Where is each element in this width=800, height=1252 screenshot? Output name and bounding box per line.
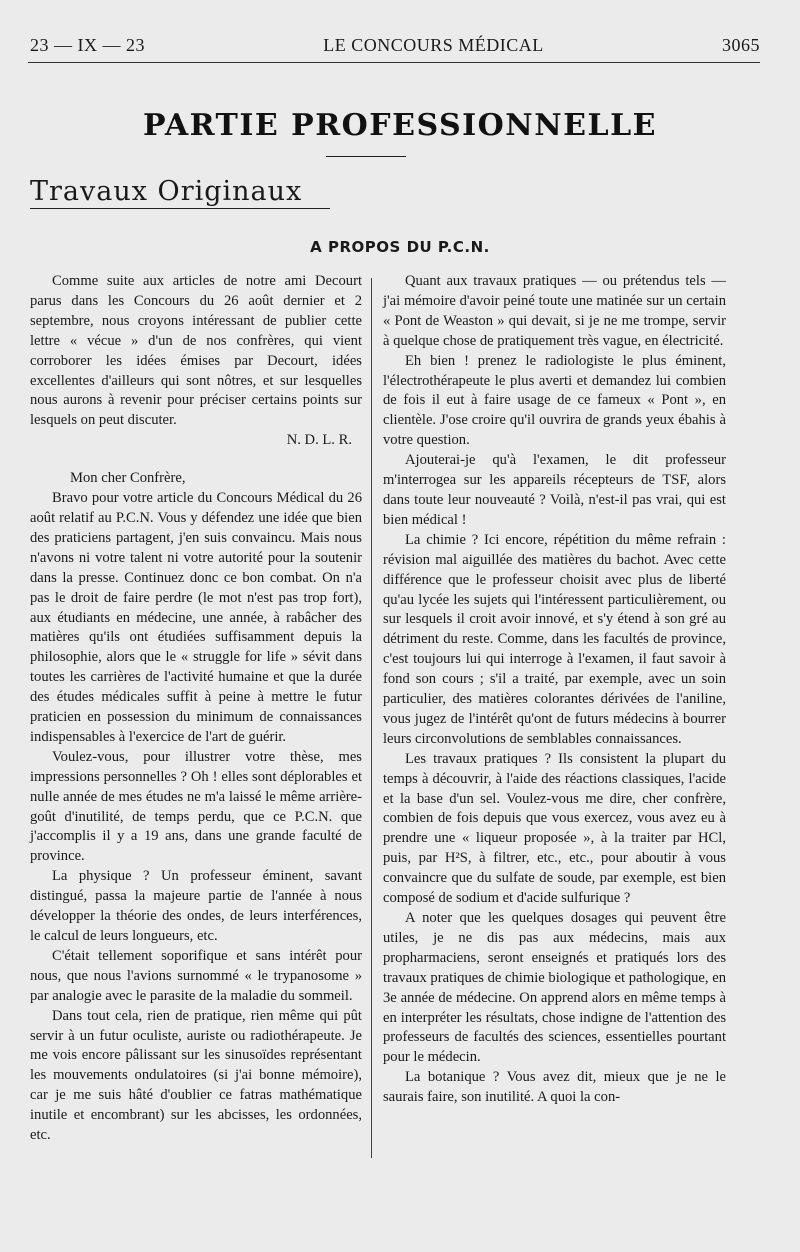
paragraph: Dans tout cela, rien de pratique, rien même qui pût servir à un futur oculiste, auriste ou radiothérapeute. Je me vois encore pâlissant sur les sinusoïdes représentant les mouvements ondulatoires (si j'ai bonne mémoire), car je me suis hâté d'oublier ce fatras mathématique inutile et encombrant) sur les abcisses, les ordonnées, etc.: [30, 1007, 362, 1144]
editor-signature: N. D. L. R.: [286, 432, 352, 449]
paragraph: Bravo pour votre article du Concours Médical du 26 août relatif au P.C.N. Vous y défendez une idée que bien des praticiens partagent, j'en suis convaincu. Mais nous n'avons ni votre talent ni votre autorité pour la soutenir dans la presse. Continuez donc ce bon combat. On n'a pas le droit de faire perdre (le mot n'est pas trop fort), aux étudiants en médecine, une année, à rabâcher des matières qu'ils ont étudiées suffisamment depuis la philosophie, alors que le « struggle for life » sévit dans toutes les carrières de l'activité humaine et que la durée des études médicales suffit à peine à mettre le futur praticien en possession du minimum de connaissances indispensables à l'exercice de l'art de guérir.: [30, 490, 362, 745]
header-journal-title: LE CONCOURS MÉDICAL: [323, 34, 544, 55]
paragraph: Quant aux travaux pratiques — ou prétendus tels — j'ai mémoire d'avoir peiné toute une matinée sur un certain « Pont de Weaston » qui devait, si je ne me trompe, servir à quelque chose de pratiquement très vague, en électricité.: [383, 273, 726, 349]
paragraph: La physique ? Un professeur éminent, savant distingué, passa la majeure partie de l'année à nous développer la théorie des ondes, de leurs interférences, le calcul de leurs longueurs, etc.: [30, 868, 362, 944]
header-date: 23 — IX — 23: [30, 34, 145, 55]
subsection-title: Travaux Originaux: [30, 176, 303, 207]
right-column: [383, 272, 726, 1108]
section-divider: [326, 156, 406, 157]
paragraph: C'était tellement soporifique et sans intérêt pour nous, que nous l'avions surnommé « le trypanosome » par analogie avec le parasite de la maladie du sommeil.: [30, 947, 362, 1004]
editor-note: Comme suite aux articles de notre ami Decourt parus dans les Concours du 26 août dernier et 2 septembre, nous croyons intéressant de publier cette lettre « vécue » d'un de nos confrères, qui vient corroborer les idées émises par Decourt, idées excellentes d'ailleurs qui sont nôtres, et sur lesquelles nous aurons à revenir pour préciser certains points sur lesquels on peut discuter.: [30, 273, 362, 429]
header-page-number: 3065: [721, 34, 760, 55]
paragraph: Voulez-vous, pour illustrer votre thèse, mes impressions personnelles ? Oh ! elles sont déplorables et nulle année de mes études ne m'a laissé le même arrière-goût d'inutilité, de temps perdu, que ce P.C.N. que j'accomplis il y a 19 ans, dans une grande faculté de province.: [30, 748, 362, 865]
section-title: PARTIE PROFESSIONNELLE: [142, 108, 658, 143]
subsection-underline: [30, 208, 330, 209]
paragraph: Ajouterai-je qu'à l'examen, le dit professeur m'interrogea sur les appareils récepteurs de TSF, alors dans toute leur nouveauté ? Voilà, n'est-il pas vrai, qui est bien médical !: [383, 452, 726, 528]
paragraph: Les travaux pratiques ? Ils consistent la plupart du temps à découvrir, à l'aide des réactions classiques, l'acide et la base d'un sel. Voulez-vous me dire, cher confrère, combien de fois depuis que vous exercez, vous avez eu à prendre une « liqueur proposée », à la traiter par HCl, puis, par H²S, à filtrer, etc., etc., pour aboutir à vous convaincre que du sulfate de soude, par exemple, est bien composé de sodium et d'acide sulfurique ?: [383, 750, 726, 907]
paragraph: Eh bien ! prenez le radiologiste le plus éminent, l'électrothérapeute le plus averti et demandez lui combien de fois il eut à faire usage de ce fameux « Pont », en clientèle. J'ose croire qu'il ouvrira de grands yeux ébahis à votre question.: [383, 352, 726, 449]
paragraph: A noter que les quelques dosages qui peuvent être utiles, je ne dis pas aux médecins, mais aux propharmaciens, seront enseignés et pratiqués lors des travaux pratiques de chimie biologique et pathologique, en 3e année de médecine. On apprend alors en même temps à en interpréter les résultats, chose indigne de l'attention des professeurs de facultés des sciences, essentielles pourtant pour le médecin.: [383, 910, 726, 1066]
article-title: A PROPOS DU P.C.N.: [310, 238, 490, 256]
header-rule: [28, 62, 760, 63]
left-column: [30, 272, 362, 1146]
running-header: [30, 30, 760, 60]
column-divider: [371, 278, 372, 1158]
letter-salutation: Mon cher Confrère,: [70, 470, 186, 487]
paragraph: La chimie ? Ici encore, répétition du même refrain : révision mal aiguillée des matières du bachot. Avec cette différence que le professeur choisit avec plus de liberté qu'au lycée les sujets qui l'intéressent particulièrement, ou sur lesquels il croit avoir innové, et s'y étend à son gré au détriment du reste. Comme, dans les facultés de province, c'est toujours lui qui interroge à l'examen, il faut savoir à fond son cours ; s'il a traité, par exemple, avec un soin particulier, des matières colorantes dérivées de l'aniline, vous jugez de l'intérêt qu'ont de futurs médecins à bourrer leurs circonvolutions de semblables connaissances.: [383, 531, 726, 747]
paragraph: La botanique ? Vous avez dit, mieux que je ne le saurais faire, son inutilité. A quoi la con-: [383, 1069, 726, 1106]
